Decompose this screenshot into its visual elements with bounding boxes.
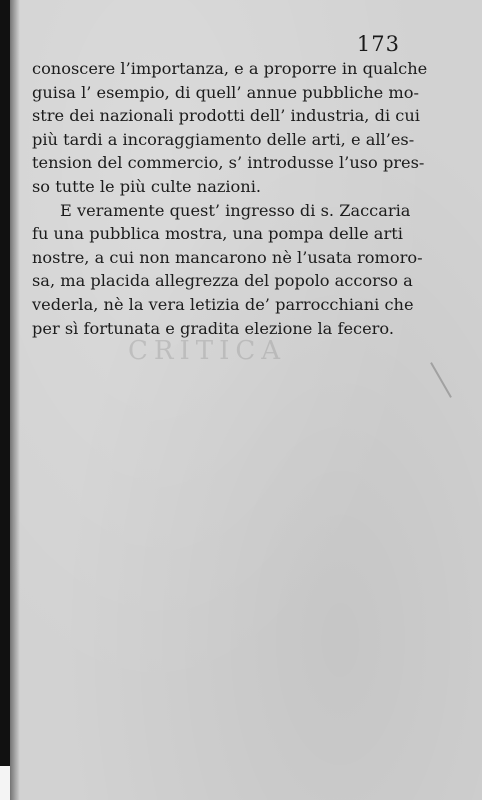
- paragraph-2: [32, 199, 423, 341]
- text-line: fu una pubblica mostra, una pompa delle arti: [32, 224, 403, 244]
- bleed-through-text: CRITICA: [128, 336, 287, 366]
- page-number: 173: [356, 32, 400, 56]
- text-line: sa, ma placida allegrezza del popolo accorso a: [32, 271, 413, 291]
- text-line: vederla, nè la vera letizia de’ parrocchiani che: [32, 294, 414, 314]
- body-text: [32, 57, 428, 340]
- text-line: stre dei nazionali prodotti dell’ industria, di cui: [32, 106, 420, 126]
- text-line: più tardi a incoraggiamento delle arti, e all’es-: [32, 129, 415, 149]
- text-line: nostre, a cui non mancarono nè l’usata romoro-: [32, 247, 423, 267]
- page-gutter-shadow: [10, 0, 20, 800]
- text-line: conoscere l’importanza, e a proporre in qualche: [32, 59, 428, 78]
- text-line: tension del commercio, s’ introdusse l’uso pres-: [32, 153, 425, 173]
- text-line: E veramente quest’ ingresso di s. Zaccaria: [60, 200, 411, 220]
- text-line: guisa l’ esempio, di quell’ annue pubbliche mo-: [32, 82, 419, 102]
- paragraph-1: [32, 57, 428, 199]
- text-line: so tutte le più culte nazioni.: [32, 176, 262, 196]
- text-line: per sì fortunata e gradita elezione la fecero.: [32, 318, 395, 338]
- scan-corner: [0, 766, 10, 800]
